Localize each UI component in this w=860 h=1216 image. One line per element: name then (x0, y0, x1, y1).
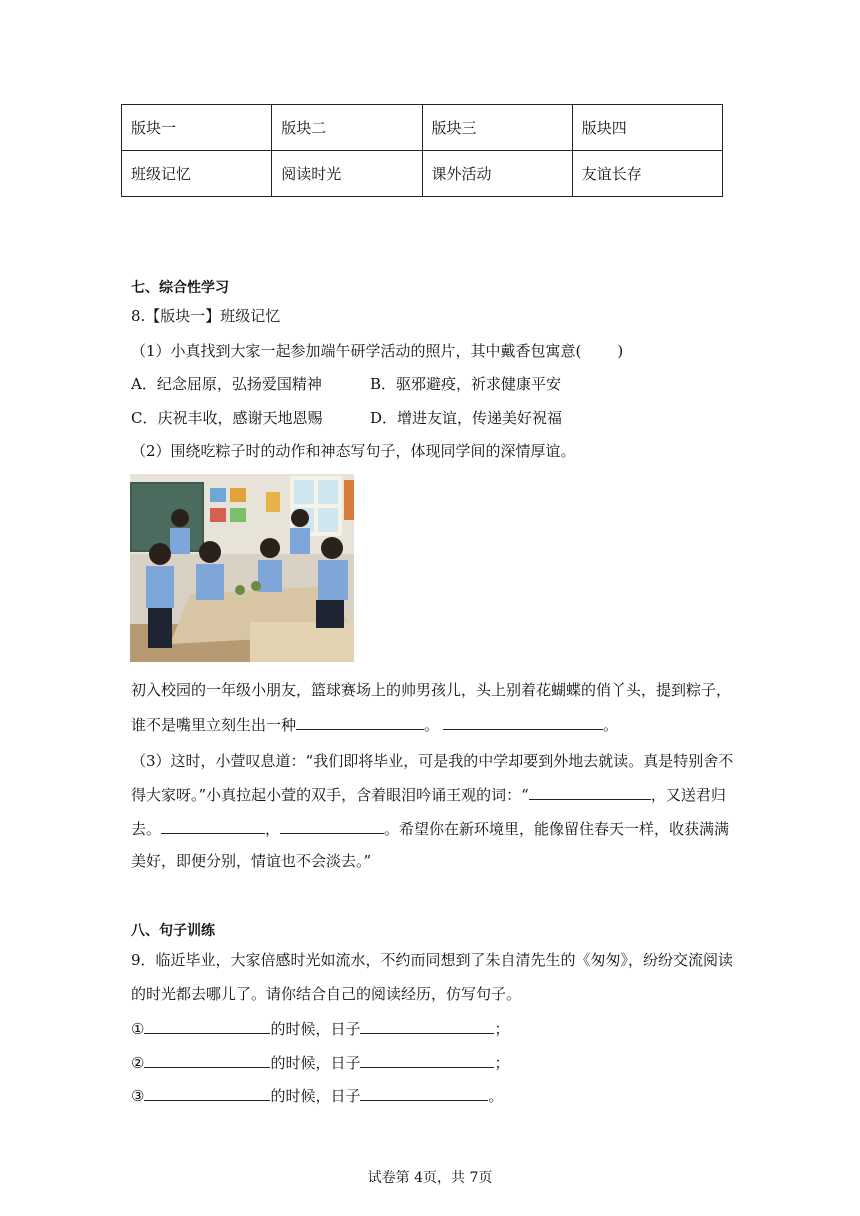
option-b[interactable]: B．驱邪避疫，祈求健康平安 (370, 375, 562, 393)
item-end: 。 (488, 1087, 504, 1105)
item-text: 的时候，日子 (270, 1054, 361, 1072)
page-footer: 试卷第 4页，共 7页 (367, 1170, 493, 1186)
imitation-item (131, 1017, 509, 1039)
q8-3-text: 得大家呀。”小真拉起小萱的双手，含着眼泪吟诵王观的词：“ (131, 786, 529, 804)
answer-blank[interactable] (296, 713, 424, 730)
table-row (122, 105, 723, 151)
table-cell: 课外活动 (422, 151, 572, 197)
item-number: ② (131, 1054, 145, 1072)
q8-3-text: ，又送君归 (650, 786, 726, 804)
q8-3-text: ， (265, 820, 281, 838)
section7-title: 七、综合性学习 (131, 280, 229, 296)
q8-3-line: （3）这时，小萱叹息道：“我们即将毕业，可是我的中学却要到外地去就读。真是特别舍不 (131, 752, 734, 770)
item-text: 的时候，日子 (270, 1087, 361, 1105)
answer-blank[interactable] (144, 1017, 270, 1034)
answer-blank[interactable] (144, 1051, 270, 1068)
q8-1-close: ) (617, 342, 624, 360)
answer-blank[interactable] (443, 713, 603, 730)
section8-title: 八、句子训练 (131, 923, 215, 939)
answer-blank[interactable] (360, 1017, 494, 1034)
option-a[interactable]: A．纪念屈原，弘扬爱国精神 (131, 375, 322, 393)
blocks-table (121, 104, 723, 197)
table-row (122, 151, 723, 197)
q8-1-text (131, 340, 623, 361)
item-number: ① (131, 1020, 145, 1038)
item-number: ③ (131, 1087, 145, 1105)
table-cell: 友谊长存 (572, 151, 722, 197)
answer-blank[interactable] (144, 1084, 270, 1101)
answer-blank[interactable] (360, 1051, 494, 1068)
paragraph-text: 。 (603, 716, 619, 734)
q8-3-line (131, 783, 726, 805)
answer-blank[interactable] (529, 783, 651, 800)
option-d[interactable]: D．增进友谊，传递美好祝福 (370, 409, 563, 427)
q8-3-line (131, 817, 729, 839)
students-eating-zongzi-photo (130, 474, 354, 662)
q8-title: 8.【版块一】班级记忆 (131, 307, 281, 325)
q8-3-text: 。希望你在新环境里，能像留住春天一样，收获满满 (384, 820, 730, 838)
q8-2-text: （2）围绕吃粽子时的动作和神态写句子，体现同学间的深情厚谊。 (131, 442, 576, 460)
table-cell: 版块二 (272, 105, 422, 151)
q9-line: 9．临近毕业，大家倍感时光如流水，不约而同想到了朱自清先生的《匆匆》，纷纷交流阅读 (131, 951, 734, 969)
answer-blank[interactable] (360, 1084, 488, 1101)
answer-blank[interactable] (161, 817, 265, 834)
table-cell: 班级记忆 (122, 151, 272, 197)
table-cell: 版块四 (572, 105, 722, 151)
q9-line: 的时光都去哪儿了。请你结合自己的阅读经历，仿写句子。 (131, 985, 522, 1003)
item-end: ； (494, 1020, 510, 1038)
q8-3-line: 美好，即便分别，情谊也不会淡去。” (131, 852, 372, 870)
answer-blank[interactable] (280, 817, 384, 834)
paragraph-text: 。 (424, 716, 440, 734)
paragraph-text: 谁不是嘴里立刻生出一种 (131, 716, 297, 734)
option-c[interactable]: C．庆祝丰收，感谢天地恩赐 (131, 409, 323, 427)
item-text: 的时候，日子 (270, 1020, 361, 1038)
imitation-item (131, 1051, 509, 1073)
table-cell: 阅读时光 (272, 151, 422, 197)
table-cell: 版块三 (422, 105, 572, 151)
q8-1-stem: （1）小真找到大家一起参加端午研学活动的照片，其中戴香包寓意( (131, 342, 582, 360)
item-end: ； (494, 1054, 510, 1072)
table-cell: 版块一 (122, 105, 272, 151)
paragraph-line: 初入校园的一年级小朋友，篮球赛场上的帅男孩儿，头上别着花蝴蝶的俏丫头，提到粽子， (131, 681, 732, 699)
q8-3-text: 去。 (131, 820, 162, 838)
paragraph-line-with-blanks (131, 713, 618, 735)
imitation-item (131, 1084, 503, 1106)
